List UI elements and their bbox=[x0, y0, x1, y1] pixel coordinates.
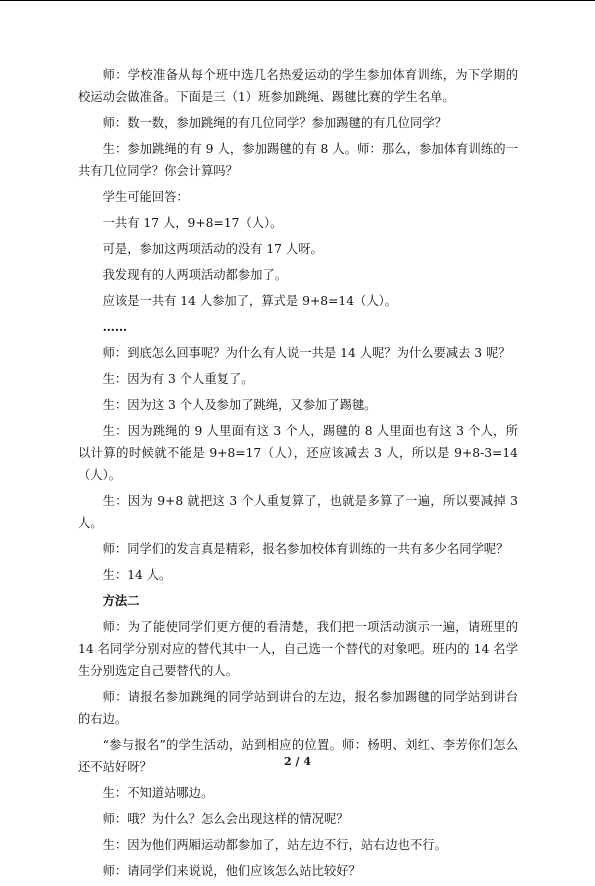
ellipsis: …… bbox=[102, 319, 128, 334]
paragraph: 师：学校准备从每个班中选几名热爱运动的学生参加体育训练，为下学期的校运动会做准备。下面是三（1）班参加跳绳、踢毽比赛的学生名单。 bbox=[78, 68, 518, 104]
paragraph: 师：同学们的发言真是精彩，报名参加校体育训练的一共有多少名同学呢？ bbox=[102, 542, 509, 556]
paragraph: 师：请同学们来说说，他们应该怎么站比较好？ bbox=[102, 864, 361, 878]
paragraph: 生：因为有 3 个人重复了。 bbox=[102, 372, 254, 386]
paragraph: 我发现有的人两项活动都参加了。 bbox=[102, 268, 288, 282]
paragraph: 生：因为跳绳的 9 人里面有这 3 个人，踢毽的 8 人里面也有这 3 个人，所以计算的时候就不能是 9+8=17（人），还应该减去 3 人，所以是 9+8-3=14（人）。 bbox=[78, 424, 518, 482]
paragraph: 一共有 17 人，9+8=17（人）。 bbox=[102, 216, 283, 230]
paragraph: 生：因为 9+8 就把这 3 个人重复算了，也就是多算了一遍，所以要减掉 3 人。 bbox=[78, 494, 518, 530]
paragraph: 生：因为他们两厢运动都参加了，站左边不行，站右边也不行。 bbox=[102, 838, 447, 852]
paragraph: 师：哦？为什么？怎么会出现这样的情况呢？ bbox=[102, 812, 349, 826]
paragraph: 生：14 人。 bbox=[102, 568, 172, 582]
paragraph: 师：数一数，参加跳绳的有几位同学？参加踢毽的有几位同学？ bbox=[102, 116, 447, 130]
paragraph: 应该是一共有 14 人参加了，算式是 9+8=14（人）。 bbox=[102, 294, 398, 308]
paragraph: 生：因为这 3 个人及参加了跳绳，又参加了踢毽。 bbox=[102, 398, 377, 412]
paragraph: 师：为了能使同学们更方便的看清楚，我们把一项活动演示一遍，请班里的 14 名同学分别对应的替代其中一人，自己选一个替代的对象吧。班内的 14 名学生分别选定自己要替代的人。 bbox=[78, 620, 518, 678]
paragraph: 师：请报名参加跳绳的同学站到讲台的左边，报名参加踢毽的同学站到讲台的右边。 bbox=[78, 690, 518, 726]
paragraph: 生：参加跳绳的有 9 人，参加踢毽的有 8 人。师：那么，参加体育训练的一共有几位同学？你会计算吗？ bbox=[78, 142, 518, 178]
paragraph: 学生可能回答： bbox=[102, 190, 189, 204]
paragraph: 生：不知道站哪边。 bbox=[102, 786, 214, 800]
paragraph: 师：到底怎么回事呢？为什么有人说一共是 14 人呢？为什么要减去 3 呢？ bbox=[102, 346, 511, 360]
paragraph: “参与报名”的学生活动，站到相应的位置。师：杨明、刘红、李芳你们怎么还不站好呀？ bbox=[78, 738, 518, 774]
paragraph: 可是，参加这两项活动的没有 17 人呀。 bbox=[102, 242, 323, 256]
header-rule bbox=[0, 0, 595, 1]
page-number: 2 / 4 bbox=[284, 755, 311, 768]
section-heading: 方法二 bbox=[102, 593, 140, 608]
